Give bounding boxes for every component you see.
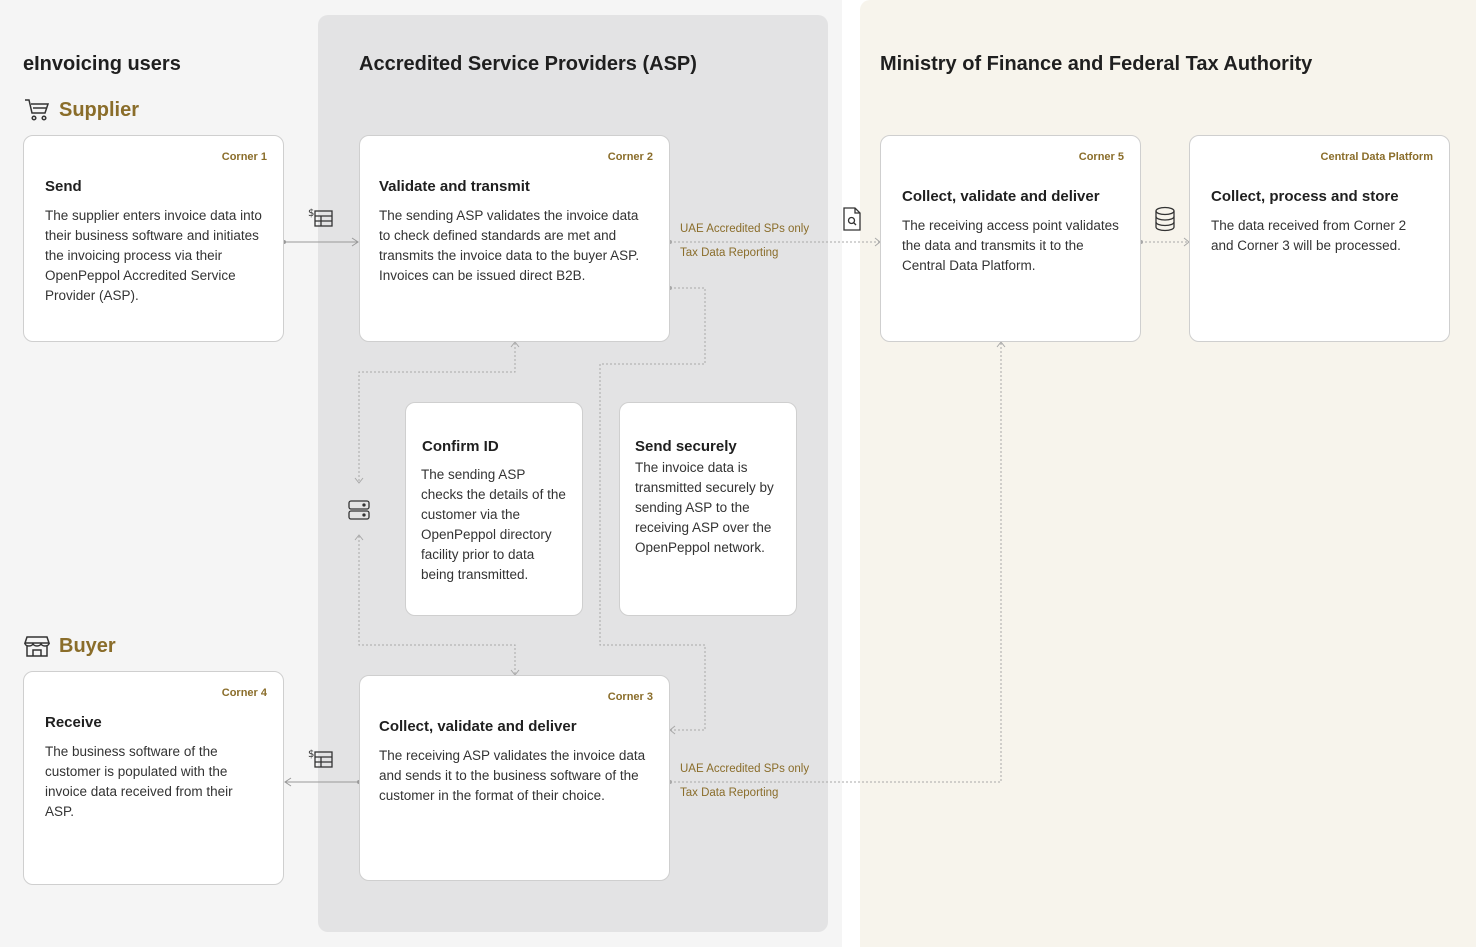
solid-arrow-send (284, 238, 358, 246)
card-description: The receiving ASP validates the invoice data and sends it to the business software of the customer in the format of their choice. (379, 748, 646, 803)
card-title: Collect, process and store (1211, 188, 1399, 205)
card-collect-corner5 (880, 135, 1141, 342)
users-heading: eInvoicing users (23, 53, 181, 75)
card-description: The receiving access point validates the data and transmits it to the Central Data Platform. (902, 218, 1119, 273)
card-description: The sending ASP checks the details of the customer via the OpenPeppol directory facility prior to data being transmitted. (421, 467, 566, 582)
card-description: The sending ASP validates the invoice data to check defined standards are met and transmits the invoice data to the buyer ASP. Invoices can be issued direct B2B. (379, 208, 640, 283)
card-send-securely (619, 402, 797, 616)
card-title: Validate and transmit (379, 178, 530, 195)
card-description: The invoice data is transmitted securely by sending ASP to the receiving ASP over the OpenPeppol network. (635, 460, 774, 555)
card-validate-transmit (359, 135, 670, 342)
card-title: Confirm ID (422, 438, 499, 455)
tag-tax-reporting: Tax Data Reporting (680, 787, 779, 799)
card-title: Send (45, 178, 82, 195)
solid-arrow-receive (285, 778, 359, 786)
tag-uae-accredited: UAE Accredited SPs only (680, 223, 810, 235)
document-search-icon (842, 207, 862, 236)
card-title: Send securely (635, 438, 737, 455)
invoice-payment-icon (308, 748, 334, 775)
card-collect-corner3 (359, 675, 670, 881)
corner-label: Central Data Platform (1320, 151, 1433, 163)
card-title: Collect, validate and deliver (902, 188, 1100, 205)
card-receive (23, 671, 284, 885)
ministry-heading: Ministry of Finance and Federal Tax Authority (880, 53, 1313, 75)
card-description: The business software of the customer is populated with the invoice data received from their ASP. (45, 744, 233, 819)
svg-text:$: $ (308, 749, 315, 760)
buyer-label-text: Buyer (59, 634, 116, 657)
card-title: Receive (45, 714, 102, 731)
svg-text:$: $ (308, 208, 315, 219)
asp-heading: Accredited Service Providers (ASP) (359, 53, 697, 75)
tag-uae-accredited: UAE Accredited SPs only (680, 763, 810, 775)
card-description: The data received from Corner 2 and Corner 3 will be processed. (1211, 218, 1407, 253)
invoice-payment-icon (308, 207, 334, 234)
supplier-label-text: Supplier (59, 98, 140, 121)
server-icon (347, 498, 371, 527)
card-title: Collect, validate and deliver (379, 718, 577, 735)
database-icon (1153, 206, 1177, 237)
corner-label: Corner 4 (221, 687, 267, 699)
corner-label: Corner 1 (221, 151, 267, 163)
card-central-data-platform (1189, 135, 1450, 342)
card-confirm-id (405, 402, 583, 616)
tag-tax-reporting: Tax Data Reporting (680, 247, 779, 259)
card-description: The supplier enters invoice data into their business software and initiates the invoicing process via their OpenPeppol Accredited Service Provider (ASP). (45, 208, 262, 303)
card-send (23, 135, 284, 342)
corner-label: Corner 2 (607, 151, 653, 163)
corner-label: Corner 3 (607, 691, 653, 703)
corner-label: Corner 5 (1078, 151, 1124, 163)
